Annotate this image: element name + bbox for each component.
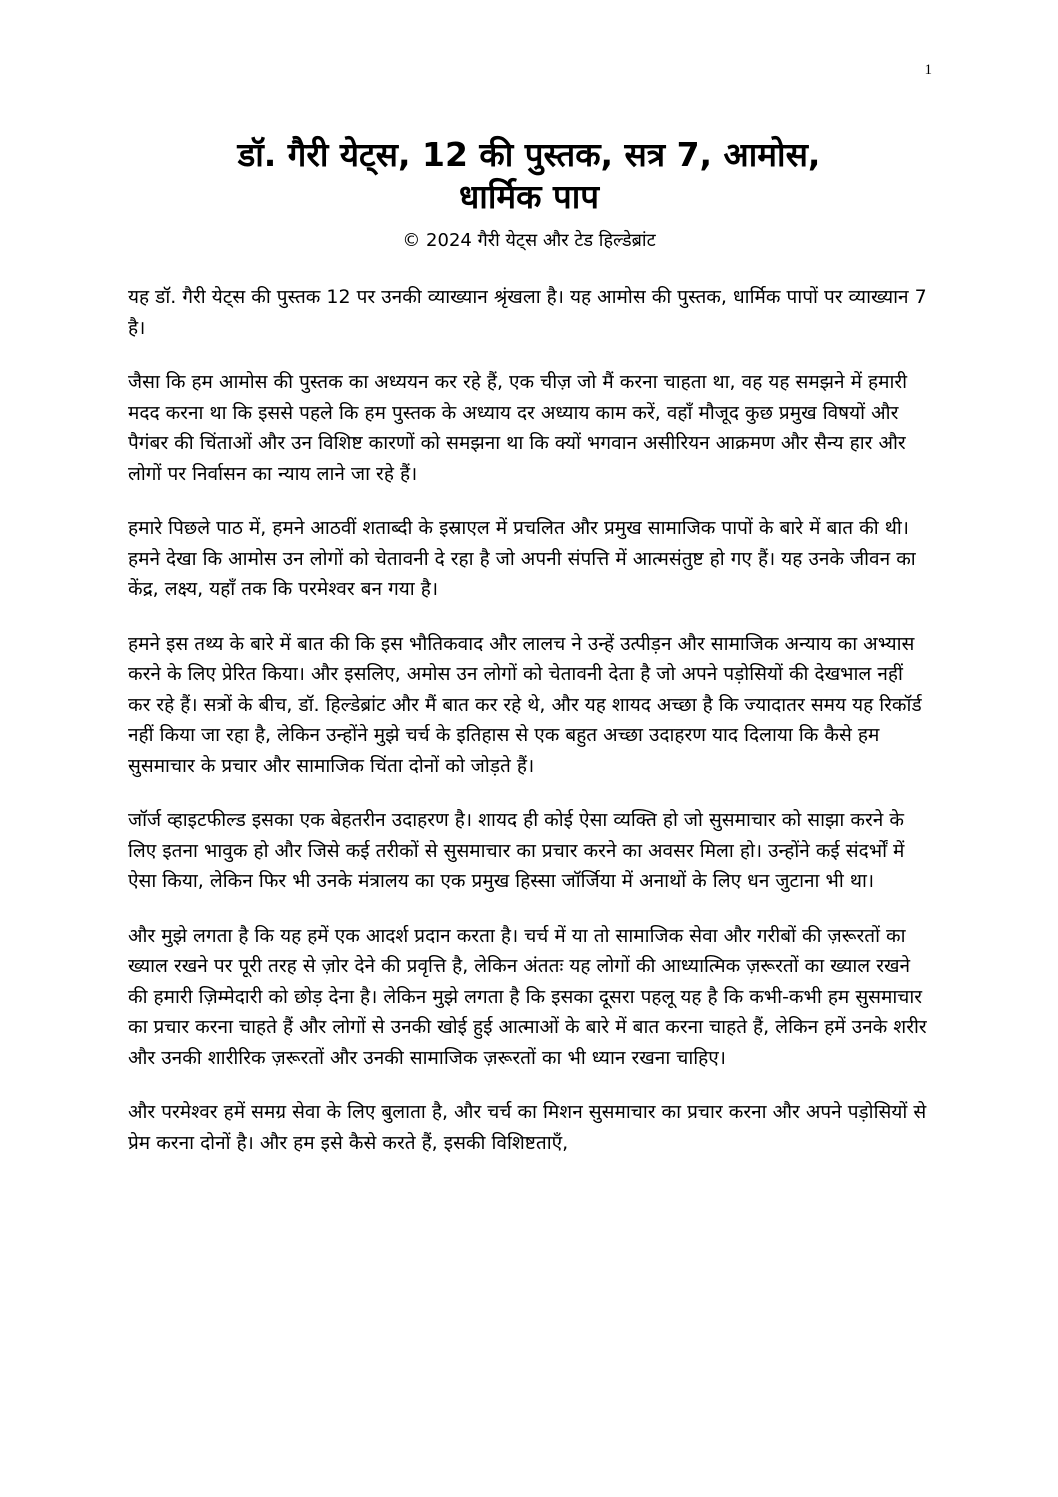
paragraph-intro: यह डॉ. गैरी येट्स की पुस्तक 12 पर उनकी व्याख्यान श्रृंखला है। यह आमोस की पुस्तक, धार्मिक पापों पर व्याख्यान 7 है।	[128, 286, 927, 339]
paragraph: जैसा कि हम आमोस की पुस्तक का अध्ययन कर रहे हैं, एक चीज़ जो मैं करना चाहता था, वह यह समझने में हमारी मदद करना था कि इससे पहले कि हम पुस्तक के अध्याय दर अध्याय काम करें, वहाँ मौजूद कुछ प्रमुख विषयों और पैगंबर की चिंताओं और उन विशिष्ट कारणों को समझना था कि क्यों भगवान असीरियन आक्रमण और सैन्य हार और लोगों पर निर्वासन का न्याय लाने जा रहे हैं।	[128, 371, 908, 485]
paragraph: जॉर्ज व्हाइटफील्ड इसका एक बेहतरीन उदाहरण है। शायद ही कोई ऐसा व्यक्ति हो जो सुसमाचार को साझा करने के लिए इतना भावुक हो और जिसे कई तरीकों से सुसमाचार का प्रचार करने का अवसर मिला हो। उन्होंने कई संदर्भों में ऐसा किया, लेकिन फिर भी उनके मंत्रालय का एक प्रमुख हिस्सा जॉर्जिया में अनाथों के लिए धन जुटाना भी था।	[128, 809, 905, 892]
page-number: 1	[924, 62, 932, 78]
paragraph: हमने इस तथ्य के बारे में बात की कि इस भौतिकवाद और लालच ने उन्हें उत्पीड़न और सामाजिक अन्याय का अभ्यास करने के लिए प्रेरित किया। और इसलिए, अमोस उन लोगों को चेतावनी देता है जो अपने पड़ोसियों की देखभाल नहीं कर रहे हैं। सत्रों के बीच, डॉ. हिल्डेब्रांट और मैं बात कर रहे थे, और यह शायद अच्छा है कि ज्यादातर समय यह रिकॉर्ड नहीं किया जा रहा है, लेकिन उन्होंने मुझे चर्च के इतिहास से एक बहुत अच्छा उदाहरण याद दिलाया कि कैसे हम सुसमाचार के प्रचार और सामाजिक चिंता दोनों को जोड़ते हैं।	[128, 632, 922, 777]
paragraph: और मुझे लगता है कि यह हमें एक आदर्श प्रदान करता है। चर्च में या तो सामाजिक सेवा और गरीबों की ज़रूरतों का ख्याल रखने पर पूरी तरह से ज़ोर देने की प्रवृत्ति है, लेकिन अंततः यह लोगों की आध्यात्मिक ज़रूरतों का ख्याल रखने की हमारी ज़िम्मेदारी को छोड़ देना है। लेकिन मुझे लगता है कि इसका दूसरा पहलू यह है कि कभी-कभी हम सुसमाचार का प्रचार करना चाहते हैं और लोगों से उनकी खोई हुई आत्माओं के बारे में बात करना चाहते हैं, लेकिन हमें उनके शरीर और उनकी शारीरिक ज़रूरतों और उनकी सामाजिक ज़रूरतों का भी ध्यान रखना चाहिए।	[128, 924, 927, 1069]
paragraph: और परमेश्वर हमें समग्र सेवा के लिए बुलाता है, और चर्च का मिशन सुसमाचार का प्रचार करना और अपने पड़ोसियों से प्रेम करना दोनों है। और हम इसे कैसे करते हैं, इसकी विशिष्टताएँ,	[128, 1101, 927, 1154]
document-body	[128, 282, 930, 1182]
page-title	[100, 134, 958, 218]
paragraph: हमारे पिछले पाठ में, हमने आठवीं शताब्दी के इस्राएल में प्रचलित और प्रमुख सामाजिक पापों के बारे में बात की थी। हमने देखा कि आमोस उन लोगों को चेतावनी दे रहा है जो अपनी संपत्ति में आत्मसंतुष्ट हो गए हैं। यह उनके जीवन का केंद्र, लक्ष्य, यहाँ तक कि परमेश्वर बन गया है।	[128, 517, 916, 600]
copyright-line: © 2024 गैरी येट्स और टेड हिल्डेब्रांट	[402, 230, 656, 251]
title-line-2: धार्मिक पाप	[459, 177, 599, 216]
title-line-1: डॉ. गैरी येट्स, 12 की पुस्तक, सत्र 7, आमोस,	[237, 135, 821, 174]
